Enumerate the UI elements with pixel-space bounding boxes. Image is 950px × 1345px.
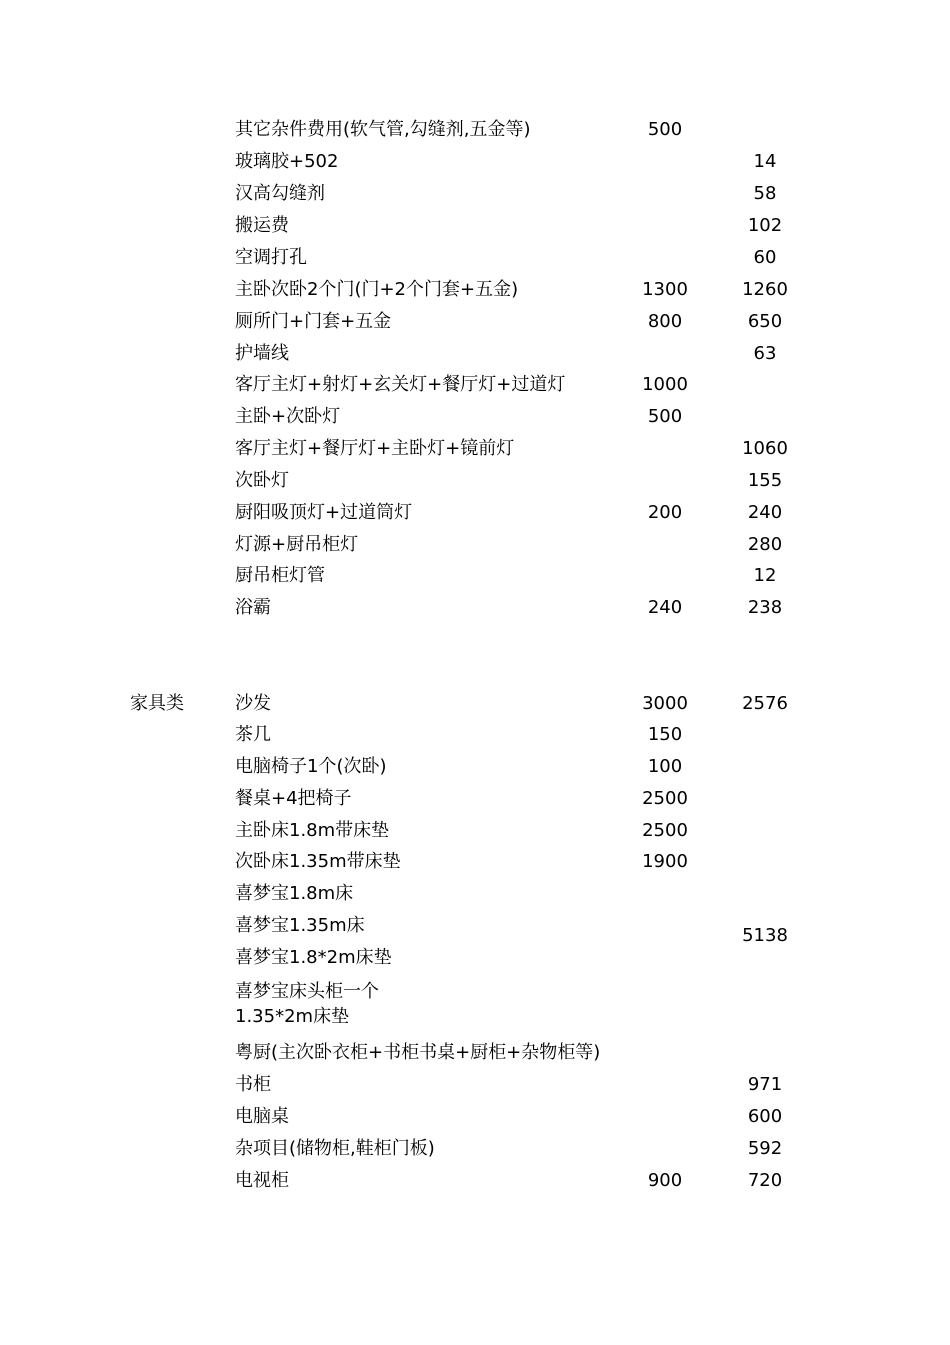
budget-value: 800 — [647, 311, 683, 332]
table-row — [0, 1038, 950, 1068]
table-row — [0, 561, 950, 591]
table-row — [0, 147, 950, 177]
item-name: 喜梦宝1.8*2m床垫 — [235, 947, 392, 968]
actual-value: 12 — [753, 565, 777, 586]
table-row — [0, 434, 950, 464]
budget-value: 500 — [647, 119, 683, 140]
item-name: 主卧+次卧灯 — [235, 406, 341, 427]
item-name: 主卧次卧2个门(门+2个门套+五金) — [235, 279, 519, 300]
table-row — [0, 720, 950, 750]
budget-value: 500 — [647, 406, 683, 427]
budget-value: 1900 — [642, 851, 688, 872]
item-name: 厨阳吸顶灯+过道筒灯 — [235, 502, 413, 523]
table-row — [0, 1134, 950, 1164]
item-name: 次卧床1.35m带床垫 — [235, 851, 401, 872]
item-name: 次卧灯 — [235, 470, 289, 491]
budget-value: 240 — [647, 597, 683, 618]
actual-value: 240 — [747, 502, 783, 523]
table-row — [0, 1166, 950, 1196]
budget-value: 100 — [647, 756, 683, 777]
budget-value: 1300 — [642, 279, 688, 300]
budget-value: 1000 — [642, 374, 688, 395]
item-name: 厨吊柜灯管 — [235, 565, 325, 586]
item-name: 客厅主灯+餐厅灯+主卧灯+镜前灯 — [235, 438, 515, 459]
table-row — [0, 275, 950, 305]
table-row — [0, 689, 950, 719]
budget-value: 3000 — [642, 693, 688, 714]
item-name: 杂项目(储物柜,鞋柜门板) — [235, 1138, 435, 1159]
table-row — [0, 402, 950, 432]
item-name: 电脑桌 — [235, 1106, 289, 1127]
item-name: 喜梦宝1.35m床 — [235, 915, 365, 936]
budget-value: 2500 — [642, 820, 688, 841]
actual-value: 63 — [753, 343, 777, 364]
item-name: 灯源+厨吊柜灯 — [235, 534, 359, 555]
item-name: 搬运费 — [235, 215, 289, 236]
actual-value: 2576 — [742, 693, 788, 714]
actual-value: 600 — [747, 1106, 783, 1127]
item-name: 其它杂件费用(软气管,勾缝剂,五金等) — [235, 119, 531, 140]
table-row — [0, 339, 950, 369]
actual-value: 58 — [753, 183, 777, 204]
item-name: 汉高勾缝剂 — [235, 183, 325, 204]
table-row — [0, 752, 950, 782]
actual-value: 720 — [747, 1170, 783, 1191]
actual-value: 102 — [747, 215, 783, 236]
table-row — [0, 784, 950, 814]
item-name: 主卧床1.8m带床垫 — [235, 820, 390, 841]
item-name: 浴霸 — [235, 597, 271, 618]
item-name-line2: 1.35*2m床垫 — [235, 1006, 350, 1027]
table-row — [0, 879, 950, 909]
item-name: 厕所门+门套+五金 — [235, 311, 392, 332]
actual-value: 1260 — [742, 279, 788, 300]
table-row — [0, 115, 950, 145]
table-row — [0, 179, 950, 209]
item-name: 电视柜 — [235, 1170, 289, 1191]
table-row — [0, 243, 950, 273]
item-name: 书柜 — [235, 1074, 271, 1095]
actual-value: 280 — [747, 534, 783, 555]
actual-value: 971 — [747, 1074, 783, 1095]
table-row-multiline — [235, 979, 655, 1029]
actual-value: 650 — [747, 311, 783, 332]
item-name: 玻璃胶+502 — [235, 151, 339, 172]
actual-value: 1060 — [742, 438, 788, 459]
category-label: 家具类 — [130, 693, 184, 714]
table-row — [0, 1070, 950, 1100]
table-row — [0, 307, 950, 337]
item-name: 护墙线 — [235, 343, 289, 364]
table-row — [0, 593, 950, 623]
table-row — [0, 847, 950, 877]
actual-value: 238 — [747, 597, 783, 618]
item-name: 沙发 — [235, 693, 271, 714]
table-row — [0, 370, 950, 400]
table-row — [0, 816, 950, 846]
actual-value: 14 — [753, 151, 777, 172]
budget-value: 200 — [647, 502, 683, 523]
actual-value: 60 — [753, 247, 777, 268]
table-row — [0, 530, 950, 560]
table-row — [0, 211, 950, 241]
item-name: 餐桌+4把椅子 — [235, 788, 352, 809]
actual-value: 592 — [747, 1138, 783, 1159]
table-row — [0, 498, 950, 528]
item-name-line1: 喜梦宝床头柜一个 — [235, 981, 379, 1002]
actual-value: 155 — [747, 470, 783, 491]
item-name: 客厅主灯+射灯+玄关灯+餐厅灯+过道灯 — [235, 374, 566, 395]
item-name: 粤厨(主次卧衣柜+书柜书桌+厨柜+杂物柜等) — [235, 1042, 601, 1063]
table-row — [0, 1102, 950, 1132]
item-name: 电脑椅子1个(次卧) — [235, 756, 387, 777]
budget-value: 2500 — [642, 788, 688, 809]
item-name: 喜梦宝1.8m床 — [235, 883, 354, 904]
item-name: 茶几 — [235, 724, 271, 745]
merged-actual-value: 5138 — [742, 925, 788, 946]
budget-value: 900 — [647, 1170, 683, 1191]
table-row — [0, 466, 950, 496]
item-name: 空调打孔 — [235, 247, 307, 268]
budget-value: 150 — [647, 724, 683, 745]
